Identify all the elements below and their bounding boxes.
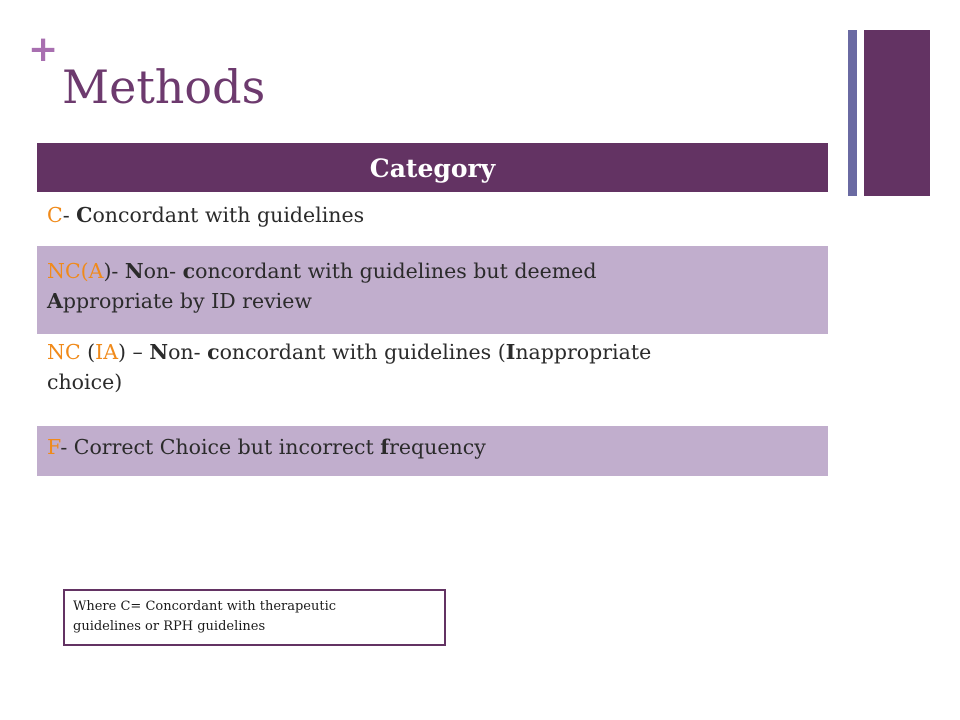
row-text: ( xyxy=(80,340,96,364)
table-row-nc-appropriate xyxy=(37,246,828,334)
row-code: NC( xyxy=(47,259,89,283)
category-table xyxy=(37,143,828,476)
table-row-frequency xyxy=(37,426,828,476)
row-code: C xyxy=(47,203,63,227)
row-code: NC xyxy=(47,340,81,364)
row-text: on- xyxy=(168,340,208,364)
decorative-thin-bar xyxy=(848,30,857,196)
row-emphasis: N xyxy=(149,340,169,364)
table-row-nc-inappropriate xyxy=(37,334,828,426)
decorative-thick-bar xyxy=(864,30,930,196)
row-text: oncordant with guidelines ( xyxy=(219,340,506,364)
row-text: nappropriate xyxy=(515,340,652,364)
plus-icon: + xyxy=(28,29,59,70)
row-emphasis: C xyxy=(76,203,93,227)
page-title: Methods xyxy=(62,60,266,114)
row-text: - Correct Choice but incorrect xyxy=(60,435,381,459)
row-text: - xyxy=(62,203,77,227)
row-text: ppropriate by ID review xyxy=(62,289,312,313)
row-emphasis: I xyxy=(505,340,516,364)
row-emphasis: c xyxy=(207,340,220,364)
row-emphasis: A xyxy=(47,289,63,313)
row-emphasis: N xyxy=(124,259,144,283)
footnote-box xyxy=(63,589,446,646)
row-code: F xyxy=(47,435,61,459)
footnote-line: Where C= Concordant with therapeutic xyxy=(73,599,337,614)
row-emphasis: f xyxy=(380,435,390,459)
row-code: A xyxy=(88,259,104,283)
row-text: )- xyxy=(103,259,125,283)
row-text: on- xyxy=(143,259,183,283)
row-text: oncordant with guidelines xyxy=(92,203,365,227)
row-emphasis: c xyxy=(182,259,196,283)
table-header: Category xyxy=(37,143,828,192)
row-text: requency xyxy=(389,435,486,459)
table-row-concordant xyxy=(37,192,828,246)
footnote-line: guidelines or RPH guidelines xyxy=(73,619,266,634)
row-code: IA xyxy=(95,340,119,364)
row-text: oncordant with guidelines but deemed xyxy=(195,259,597,283)
row-text: choice) xyxy=(47,370,123,394)
row-text: ) – xyxy=(118,340,150,364)
